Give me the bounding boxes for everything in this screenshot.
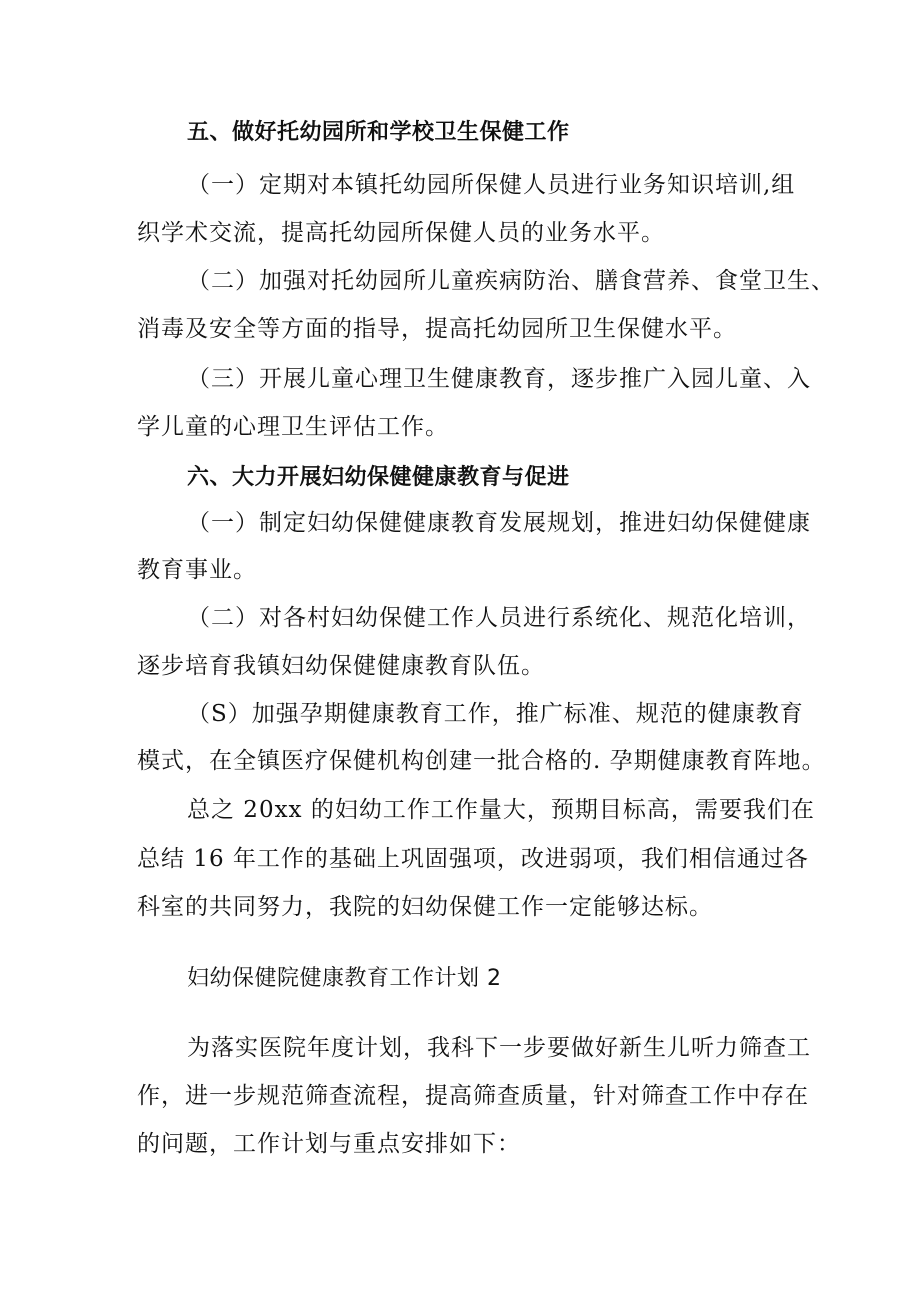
s5-item3-line2: 学儿童的心理卫生评估工作。 <box>137 414 449 440</box>
s5-item2-line1: （二）加强对托幼园所儿童疾病防治、膳食营养、食堂卫生、 <box>187 268 835 294</box>
s6-item1-line2: 教育事业。 <box>137 557 257 583</box>
section-heading-5: 五、做好托幼园所和学校卫生保健工作 <box>187 120 570 145</box>
s6-item1-line1: （一）制定妇幼保健健康教育发展规划，推进妇幼保健健康 <box>187 510 811 536</box>
s5-item2-line2: 消毒及安全等方面的指导，提高托幼园所卫生保健水平。 <box>137 316 737 342</box>
s5-item3-line1: （三）开展儿童心理卫生健康教育，逐步推广入园儿童、入 <box>187 366 811 392</box>
s5-item1-line1: （一）定期对本镇托幼园所保健人员进行业务知识培训,组 <box>187 172 796 198</box>
s5-item1-line2: 织学术交流，提高托幼园所保健人员的业务水平。 <box>137 220 665 246</box>
summary-line2: 总结 16 年工作的基础上巩固强项，改进弱项，我们相信通过各 <box>137 846 809 872</box>
section-heading-6: 六、大力开展妇幼保健健康教育与促进 <box>187 465 570 490</box>
plan-2-para-line1: 为落实医院年度计划，我科下一步要做好新生儿听力筛查工 <box>187 1035 811 1061</box>
plan-2-para-line3: 的问题，工作计划与重点安排如下： <box>137 1131 521 1157</box>
summary-line1: 总之 20xx 的妇幼工作工作量大，预期目标高，需要我们在 <box>187 797 815 823</box>
s6-item2-line2: 逐步培育我镇妇幼保健健康教育队伍。 <box>137 653 545 679</box>
s6-item3-line2: 模式，在全镇医疗保健机构创建一批合格的. 孕期健康教育阵地。 <box>137 748 826 774</box>
plan-2-title: 妇幼保健院健康教育工作计划 2 <box>187 966 502 991</box>
s6-item3-line1: （S）加强孕期健康教育工作，推广标准、规范的健康教育 <box>187 701 804 727</box>
s6-item2-line1: （二）对各村妇幼保健工作人员进行系统化、规范化培训， <box>187 605 811 631</box>
plan-2-para-line2: 作，进一步规范筛查流程，提高筛查质量，针对筛查工作中存在 <box>137 1083 809 1109</box>
summary-line3: 科室的共同努力，我院的妇幼保健工作一定能够达标。 <box>137 894 713 920</box>
